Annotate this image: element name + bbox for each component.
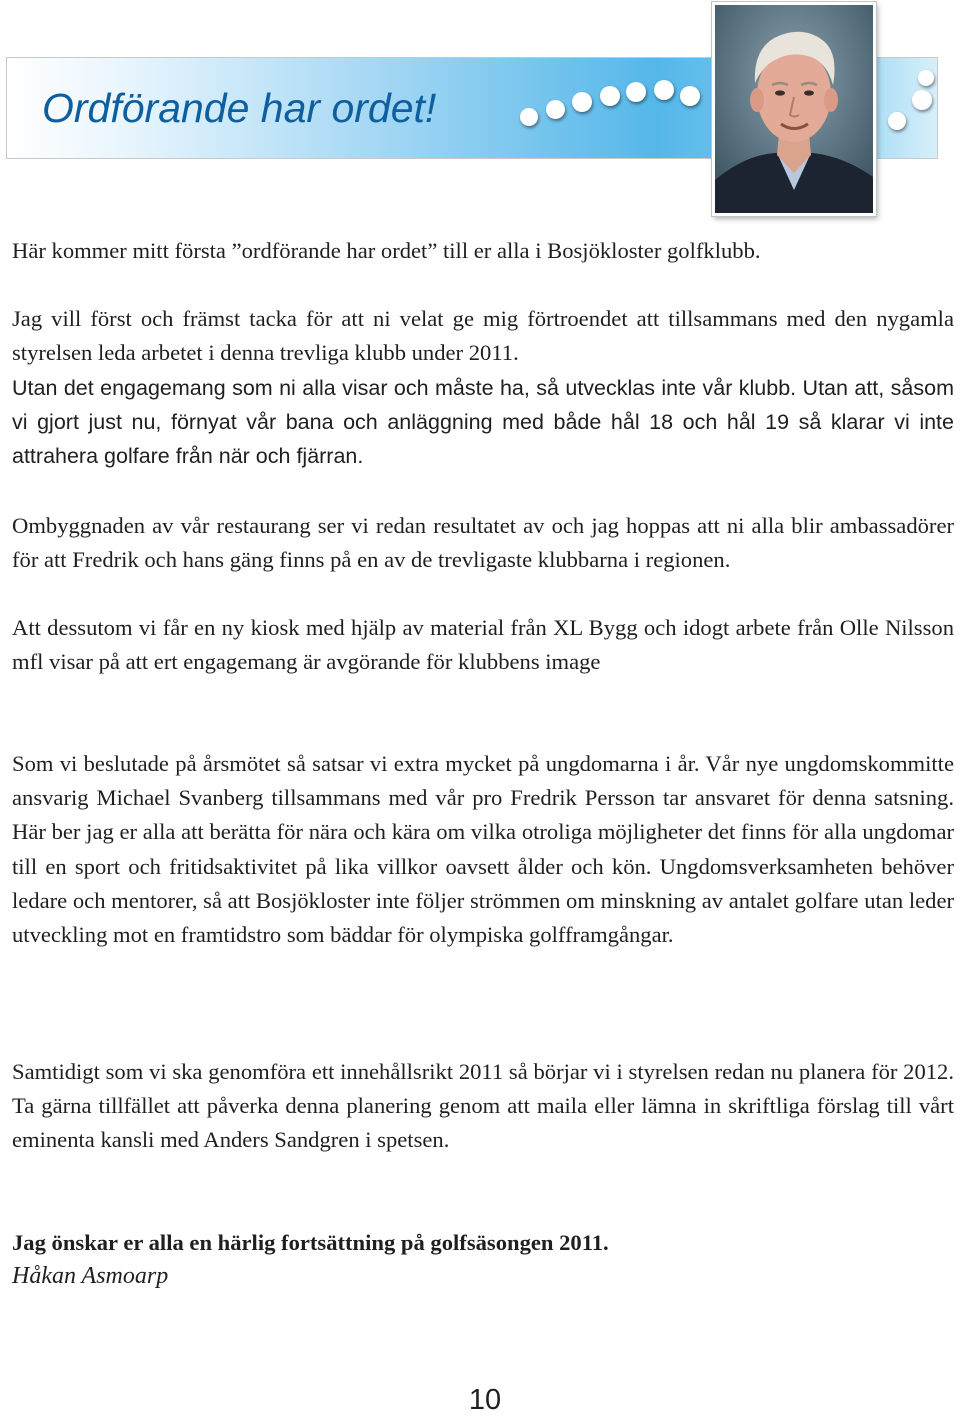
planning-paragraph: Samtidigt som vi ska genomföra ett innehållsrikt 2011 så börjar vi i styrelsen redan nu planera för 2012. Ta gärna tillfället att påverka denna planering genom att maila eller lämna in skriftliga förslag till vårt eminenta kansli med Anders Sandgren i spetsen. <box>12 1059 954 1153</box>
decorative-dot-icon <box>600 86 620 106</box>
decorative-dot-icon <box>626 82 646 102</box>
youth-paragraph: Som vi beslutade på årsmötet så satsar vi extra mycket på ungdomarna i år. Vår nye ungdomskommitte ansvarig Michael Svanberg tillsammans med vår pro Fredrik Persson tar ansvaret för denna satsning. Här ber jag er alla att berätta för nära och kära om vilka otroliga möjligheter det finns för alla ungdomar till en sport och fritidsaktivitet på lika villkor oavsett ålder och kön. Ungdomsverksamheten behöver ledare och mentorer, så att Bosjökloster inte följer strömmen om minskning av antalet golfare utan leder utveckling mot en framtidstro som bäddar för olympiska golfframgångar. <box>12 751 954 948</box>
portrait-photo <box>712 2 876 216</box>
thanks-paragraph: Jag vill först och främst tacka för att ni velat ge mig förtroendet att tillsammans med den nygamla styrelsen leda arbetet i denna trevliga klubb under 2011. <box>12 306 954 366</box>
intro-paragraph: Här kommer mitt första ”ordförande har ordet” till er alla i Bosjökloster golfklubb. <box>12 238 761 263</box>
portrait-illustration-icon <box>715 5 873 213</box>
signature: Håkan Asmoarp <box>12 1263 169 1289</box>
decorative-dot-icon <box>888 112 906 130</box>
page-title: Ordförande har ordet! <box>42 85 437 131</box>
decorative-dot-icon <box>572 92 592 112</box>
page-number: 10 <box>468 1384 502 1416</box>
kiosk-paragraph: Att dessutom vi får en ny kiosk med hjälp av material från XL Bygg och idogt arbete från Olle Nilsson mfl visar på att ert engagemang är avgörande för klubbens image <box>12 615 954 675</box>
restaurant-paragraph: Ombyggnaden av vår restaurang ser vi redan resultatet av och jag hoppas att ni alla blir ambassadörer för att Fredrik och hans gäng finns på en av de trevligaste klubbarna i regionen. <box>12 513 954 573</box>
decorative-dot-icon <box>680 86 700 106</box>
decorative-dot-icon <box>520 108 538 126</box>
decorative-dot-icon <box>546 100 565 119</box>
decorative-dot-icon <box>918 70 934 86</box>
decorative-dot-icon <box>912 90 932 110</box>
engagement-paragraph: Utan det engagemang som ni alla visar och måste ha, så utvecklas inte vår klubb. Utan att, såsom vi gjort just nu, förnyat vår bana och anläggning med både hål 18 och hål 19 så klarar vi inte attrahera golfare från när och fjärran. <box>12 376 954 469</box>
closing-greeting: Jag önskar er alla en härlig fortsättning på golfsäsongen 2011. <box>12 1230 609 1255</box>
decorative-dot-icon <box>654 80 674 100</box>
